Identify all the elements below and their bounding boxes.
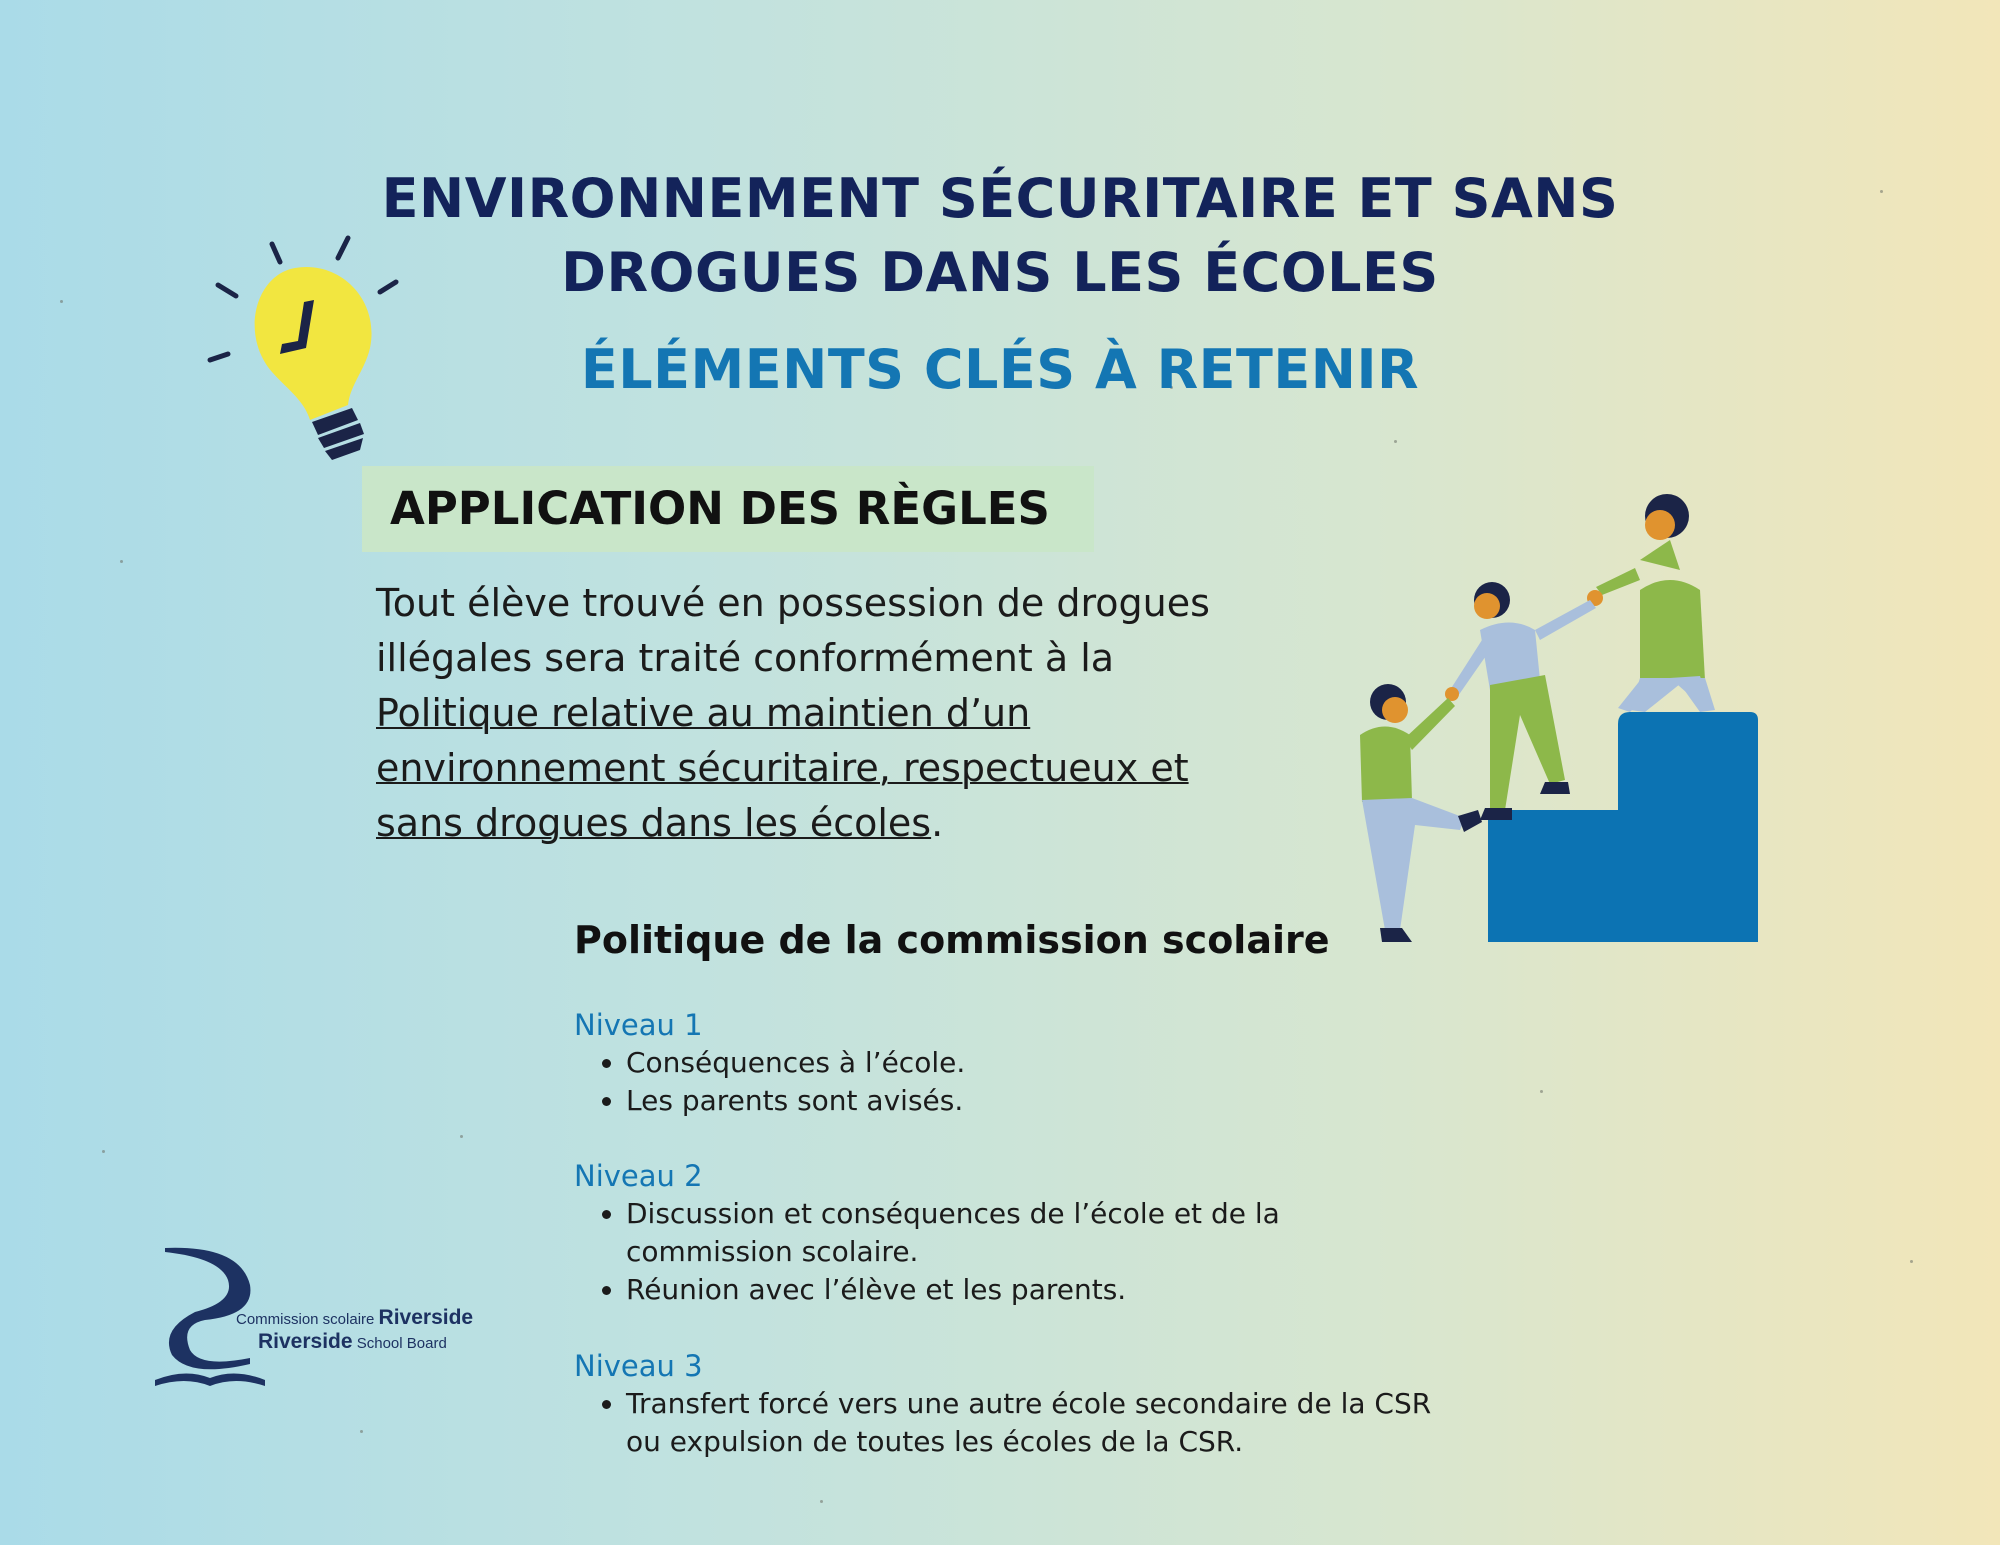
page-title-line-2: DROGUES DANS LES ÉCOLES — [561, 241, 1439, 304]
level-3-title: Niveau 3 — [574, 1349, 703, 1383]
page-title-line-1: ENVIRONNEMENT SÉCURITAIRE ET SANS — [381, 167, 1619, 230]
section-heading: APPLICATION DES RÈGLES — [362, 466, 1094, 552]
level-2-list — [574, 1195, 1446, 1309]
policy-title: Politique de la commission scolaire — [574, 918, 1330, 962]
logo-line-2: Riverside School Board — [258, 1330, 447, 1353]
level-1 — [574, 1006, 1454, 1120]
policy-link[interactable]: Politique relative au maintien d’un environnement sécuritaire, respectueux et sans drogues dans les écoles — [376, 691, 1189, 845]
list-item: • Conséquences à l’école. — [626, 1044, 1454, 1082]
rules-paragraph — [376, 576, 1256, 851]
page-subtitle: ÉLÉMENTS CLÉS À RETENIR — [580, 338, 1420, 401]
list-item: • Les parents sont avisés. — [626, 1082, 1454, 1120]
teamwork-illustration — [1340, 480, 1770, 960]
list-item: • Réunion avec l’élève et les parents. — [626, 1271, 1446, 1309]
list-item: • Discussion et conséquences de l’école et de la commission scolaire. — [626, 1195, 1446, 1271]
level-1-list — [574, 1044, 1454, 1120]
stairs-shape — [1488, 712, 1758, 942]
paragraph-end: . — [931, 801, 944, 845]
level-2-title: Niveau 2 — [574, 1159, 703, 1193]
logo-line-1: Commission scolaire Riverside — [236, 1306, 474, 1329]
level-1-title: Niveau 1 — [574, 1008, 703, 1042]
level-3-list — [574, 1385, 1466, 1461]
level-2 — [574, 1157, 1454, 1309]
paragraph-intro: Tout élève trouvé en possession de drogues illégales sera traité conformément à la — [376, 581, 1210, 680]
level-3 — [574, 1347, 1454, 1461]
list-item: • Transfert forcé vers une autre école secondaire de la CSR ou expulsion de toutes les écoles de la CSR. — [626, 1385, 1466, 1461]
